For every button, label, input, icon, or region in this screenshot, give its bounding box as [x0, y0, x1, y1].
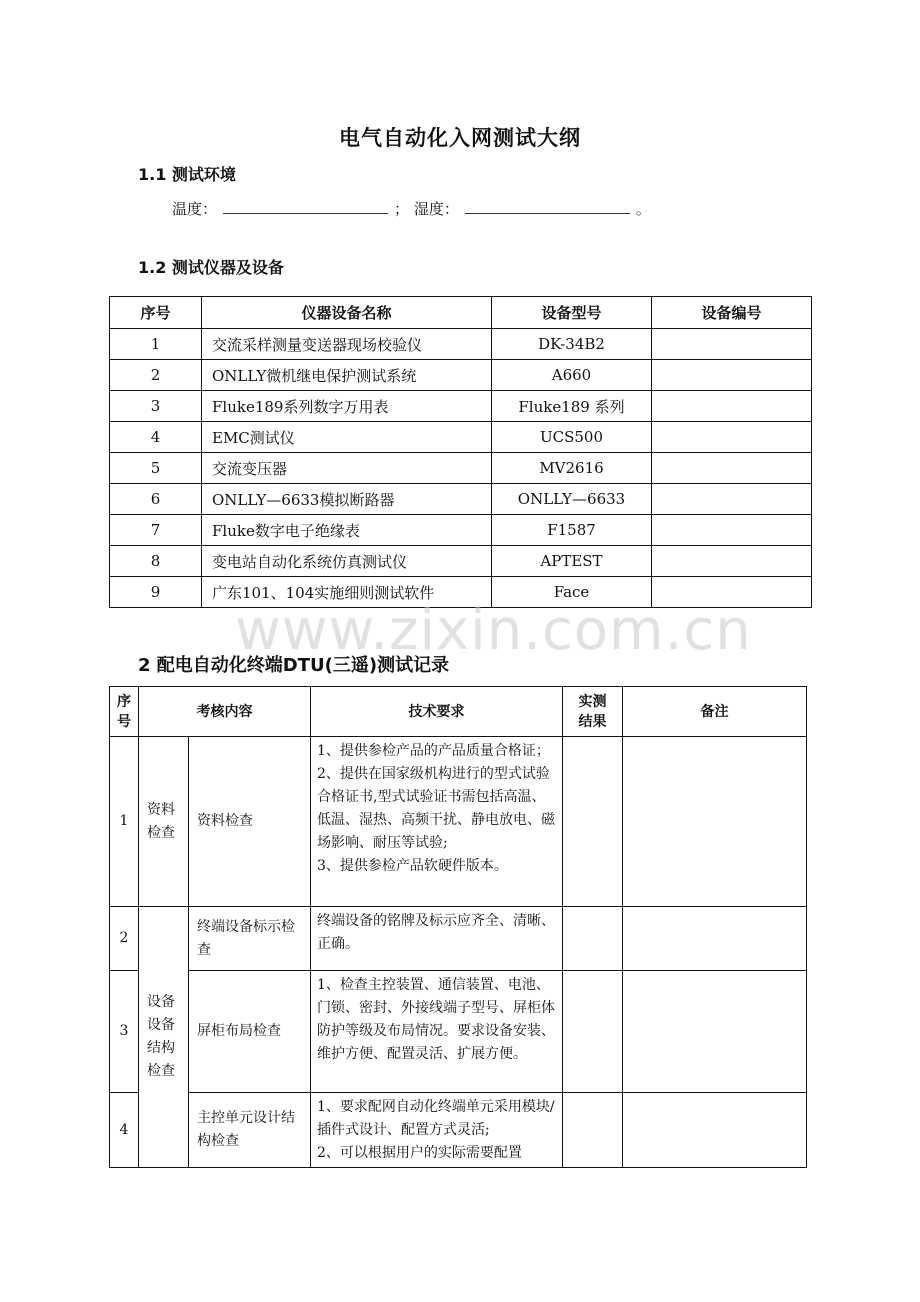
- row-serial: [652, 391, 812, 422]
- table-row: [110, 515, 812, 546]
- row-no: 3: [110, 971, 139, 1093]
- table-row: [110, 737, 807, 907]
- section-2-heading: 2 配电自动化终端DTU(三遥)测试记录: [138, 655, 450, 676]
- row-no: 4: [110, 1093, 139, 1168]
- table-row: [110, 360, 812, 391]
- row-requirement: 终端设备的铭牌及标示应齐全、清晰、正确。: [311, 907, 563, 971]
- equipment-table: [109, 296, 812, 608]
- row-no: 9: [110, 577, 202, 608]
- row-name: EMC测试仪: [202, 422, 492, 453]
- row-remark[interactable]: [623, 737, 807, 907]
- table-row: [110, 484, 812, 515]
- row-no: 6: [110, 484, 202, 515]
- row-model: ONLLY—6633: [492, 484, 652, 515]
- humidity-blank[interactable]: [465, 199, 630, 214]
- row-no: 5: [110, 453, 202, 484]
- row-serial: [652, 422, 812, 453]
- row-name: ONLLY—6633模拟断路器: [202, 484, 492, 515]
- watermark: www.zixin.com.cn: [235, 598, 752, 663]
- section-1-2-heading: 1.2 测试仪器及设备: [138, 258, 284, 277]
- header-name: 仪器设备名称: [202, 297, 492, 329]
- row-no: 2: [110, 907, 139, 971]
- row-name: Fluke189系列数字万用表: [202, 391, 492, 422]
- row-model: A660: [492, 360, 652, 391]
- header-no: 序 号: [110, 687, 139, 737]
- row-requirement: 1、提供参检产品的产品质量合格证； 2、提供在国家级机构进行的型式试验合格证书,型式试验证书需包括高温、低温、湿热、高频干扰、静电放电、磁场影响、耐压等试验; 3、提供参检产品软硬件版本。: [311, 737, 563, 907]
- row-category: 资料检查: [139, 737, 189, 907]
- dtu-test-record-table: [109, 686, 807, 1168]
- header-no: 序号: [110, 297, 202, 329]
- row-remark[interactable]: [623, 1093, 807, 1168]
- table-row: [110, 1093, 807, 1168]
- table-row: [110, 907, 807, 971]
- row-name: 广东101、104实施细则测试软件: [202, 577, 492, 608]
- row-result[interactable]: [563, 1093, 623, 1168]
- header-serial: 设备编号: [652, 297, 812, 329]
- row-model: APTEST: [492, 546, 652, 577]
- row-remark[interactable]: [623, 907, 807, 971]
- row-name: 交流变压器: [202, 453, 492, 484]
- row-model: MV2616: [492, 453, 652, 484]
- row-model: Fluke189 系列: [492, 391, 652, 422]
- row-no: 4: [110, 422, 202, 453]
- row-item: 屏柜布局检查: [189, 971, 311, 1093]
- row-no: 8: [110, 546, 202, 577]
- row-model: F1587: [492, 515, 652, 546]
- header-remark: 备注: [623, 687, 807, 737]
- row-no: 1: [110, 737, 139, 907]
- row-no: 7: [110, 515, 202, 546]
- row-result[interactable]: [563, 907, 623, 971]
- row-result[interactable]: [563, 737, 623, 907]
- row-item: 终端设备标示检查: [189, 907, 311, 971]
- row-item: 资料检查: [189, 737, 311, 907]
- row-serial: [652, 453, 812, 484]
- table-row: [110, 453, 812, 484]
- row-category: 设备设备结构检查: [139, 907, 189, 1168]
- table-row: [110, 391, 812, 422]
- row-no: 1: [110, 329, 202, 360]
- table-row: [110, 329, 812, 360]
- row-serial: [652, 515, 812, 546]
- header-content: 考核内容: [139, 687, 311, 737]
- table-row: [110, 971, 807, 1093]
- separator: ；: [394, 200, 410, 218]
- row-remark[interactable]: [623, 971, 807, 1093]
- equipment-table-header: [110, 297, 812, 329]
- row-serial: [652, 329, 812, 360]
- row-no: 3: [110, 391, 202, 422]
- row-name: 交流采样测量变送器现场校验仪: [202, 329, 492, 360]
- row-model: Face: [492, 577, 652, 608]
- row-model: DK-34B2: [492, 329, 652, 360]
- row-serial: [652, 484, 812, 515]
- line-end: 。: [635, 200, 651, 218]
- temperature-label: 温度：: [172, 200, 218, 218]
- table-row: [110, 422, 812, 453]
- section-1-1-heading: 1.1 测试环境: [138, 165, 236, 184]
- row-no: 2: [110, 360, 202, 391]
- record-table-header: [110, 687, 807, 737]
- table-row: [110, 546, 812, 577]
- header-requirement: 技术要求: [311, 687, 563, 737]
- row-item: 主控单元设计结构检查: [189, 1093, 311, 1168]
- row-name: Fluke数字电子绝缘表: [202, 515, 492, 546]
- row-requirement: 1、要求配网自动化终端单元采用模块/插件式设计、配置方式灵活; 2、可以根据用户的实际需要配置: [311, 1093, 563, 1168]
- row-name: ONLLY微机继电保护测试系统: [202, 360, 492, 391]
- environment-line: [172, 198, 651, 219]
- row-serial: [652, 360, 812, 391]
- row-requirement: 1、检查主控装置、通信装置、电池、门锁、密封、外接线端子型号、屏柜体防护等级及布局情况。要求设备安装、维护方便、配置灵活、扩展方便。: [311, 971, 563, 1093]
- document-title: 电气自动化入网测试大纲: [339, 126, 581, 150]
- row-name: 变电站自动化系统仿真测试仪: [202, 546, 492, 577]
- header-result: 实测 结果: [563, 687, 623, 737]
- row-serial: [652, 546, 812, 577]
- humidity-label: 湿度：: [413, 200, 459, 218]
- row-result[interactable]: [563, 971, 623, 1093]
- row-model: UCS500: [492, 422, 652, 453]
- temperature-blank[interactable]: [223, 199, 388, 214]
- header-model: 设备型号: [492, 297, 652, 329]
